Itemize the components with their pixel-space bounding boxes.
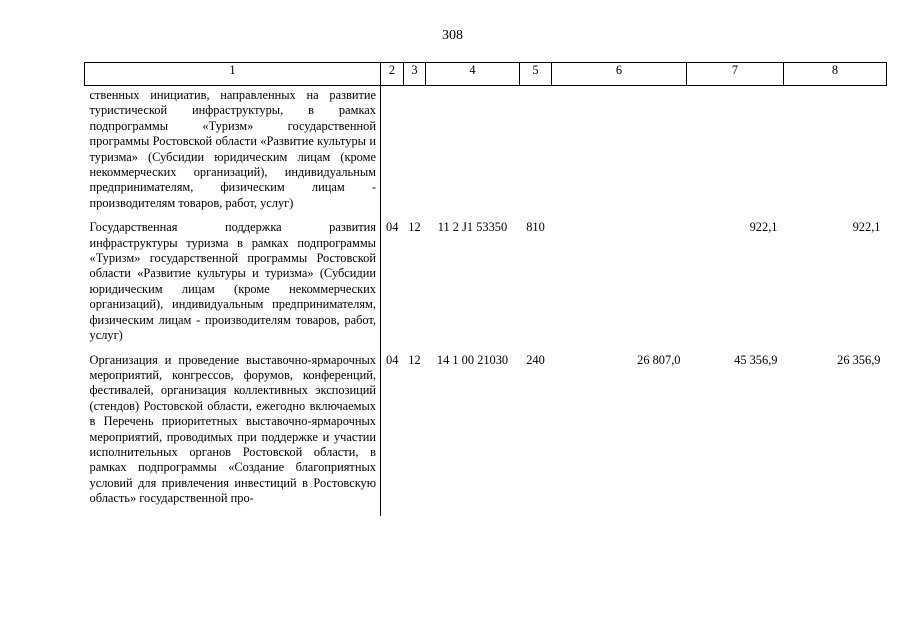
col-header-2: 2 <box>381 63 404 86</box>
row-amount-1 <box>552 86 687 221</box>
row-target-code <box>426 86 520 221</box>
table-row <box>85 353 887 516</box>
row-target-code: 14 1 00 21030 <box>436 352 509 367</box>
col-header-8: 8 <box>784 63 887 86</box>
col-header-5: 5 <box>520 63 552 86</box>
budget-table <box>84 62 887 516</box>
row-amount-1: 26 807,0 <box>637 352 681 367</box>
row-section <box>381 86 404 221</box>
row-amount-3 <box>784 86 887 221</box>
header-row <box>85 63 887 86</box>
table-row <box>85 86 887 221</box>
row-name: Государственная поддержка развития инфраструктуры туризма в рамках подпрограммы «Туризм» государственной программы Ростовской области «Развитие культуры и туризма» (Субсидии юридическим лицам (кроме некоммерческих организаций), индивидуальным предпринимателям, физическим лицам - производителям товаров, работ, услуг) <box>85 220 381 352</box>
row-amount-2 <box>687 86 784 221</box>
table-row <box>85 220 887 352</box>
row-amount-1 <box>552 220 687 352</box>
row-amount-3: 26 356,9 <box>837 352 881 367</box>
row-subsection: 12 <box>408 352 421 367</box>
col-header-1: 1 <box>85 63 381 86</box>
col-header-6: 6 <box>552 63 687 86</box>
row-name: ственных инициатив, направленных на развитие туристической инфраструктуры, в рамках подпрограммы «Туризм» государственной программы Ростовской области «Развитие культуры и туризма» (Субсидии юридическим лицам (кроме некоммерческих организаций), индивидуальным предпринимателям, физическим лицам - производителям товаров, работ, услуг) <box>85 86 381 221</box>
row-subsection: 12 <box>408 220 421 235</box>
row-section: 04 <box>386 220 399 235</box>
row-expense-type: 810 <box>526 220 545 235</box>
row-amount-3: 922,1 <box>852 220 881 235</box>
col-header-3: 3 <box>404 63 426 86</box>
col-header-4: 4 <box>426 63 520 86</box>
row-target-code: 11 2 J1 53350 <box>437 220 508 235</box>
row-expense-type <box>520 86 552 221</box>
page-number: 308 <box>442 28 463 43</box>
row-subsection <box>404 86 426 221</box>
col-header-7: 7 <box>687 63 784 86</box>
row-expense-type: 240 <box>526 352 545 367</box>
row-amount-2: 922,1 <box>749 220 778 235</box>
row-amount-2: 45 356,9 <box>734 352 778 367</box>
row-section: 04 <box>386 352 399 367</box>
row-name: Организация и проведение выставочно-ярмарочных мероприятий, конгрессов, форумов, конференций, фестивалей, организация коллективных экспозиций (стендов) Ростовской области, ежегодно включаемых в Перечень приоритетных выставочно-ярмарочных мероприятий, проводимых при поддержке и участии исполнительных органов Ростовской области, в рамках подпрограммы «Создание благоприятных условий для привлечения инвестиций в Ростовскую область» государственной про- <box>85 353 381 516</box>
